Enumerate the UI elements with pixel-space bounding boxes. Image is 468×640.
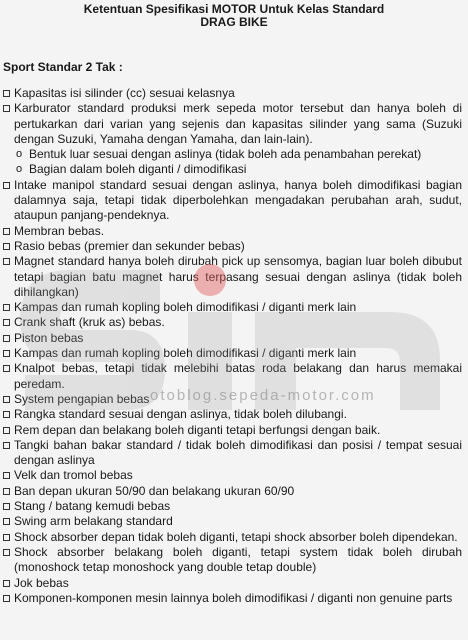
watermark-url: otoblog.sepeda-motor.com (150, 387, 376, 404)
checkbox-bullet-icon (3, 488, 10, 495)
checkbox-bullet-icon (3, 595, 10, 602)
list-item-text: Kampas dan rumah kopling boleh dimodifikasi / diganti merk lain (14, 300, 357, 315)
list-item-text: Shock absorber belakang boleh diganti, tetapi system tidak boleh dirubah (monoshock tetap monoshock yang double tetap double) (14, 544, 462, 575)
list-item-text: Komponen-komponen mesin lainnya boleh dimodifikasi / diganti non genuine parts (14, 590, 453, 605)
list-item (0, 86, 468, 101)
list-item (0, 361, 468, 392)
list-item-text: Jok bebas (14, 575, 69, 590)
list-item-text: Piston bebas (14, 330, 84, 345)
checkbox-bullet-icon (3, 427, 10, 434)
list-item (0, 468, 468, 483)
circle-bullet-icon: o (16, 163, 23, 176)
checkbox-bullet-icon (3, 365, 10, 372)
list-item (0, 407, 468, 422)
list-item (0, 224, 468, 239)
list-item (0, 101, 468, 147)
checkbox-bullet-icon (3, 396, 10, 403)
list-item (0, 545, 468, 576)
list-item-text: Shock absorber depan tidak boleh diganti, tetapi shock absorber boleh dipendekan. (14, 529, 458, 544)
list-item-text: Kampas dan rumah kopling boleh dimodifikasi / diganti merk lain (14, 346, 357, 361)
rules-list (0, 86, 468, 606)
checkbox-bullet-icon (3, 442, 10, 449)
list-item-text: Rangka standard sesuai dengan aslinya, tidak boleh dilubangi. (14, 407, 347, 422)
sub-list-item (0, 147, 468, 162)
checkbox-bullet-icon (3, 335, 10, 342)
list-item (0, 254, 468, 300)
list-item-text: Crank shaft (kruk as) bebas. (14, 315, 165, 330)
list-item (0, 591, 468, 606)
list-item-text: Magnet standard hanya boleh dirubah pick up sensomya, bagian luar boleh dibubut tetapi bagian batu magnet harus terpasang sesuai dengan aslinya (tidak boleh dihilangkan) (14, 254, 462, 299)
checkbox-bullet-icon (3, 258, 10, 265)
list-item (0, 331, 468, 346)
checkbox-bullet-icon (3, 319, 10, 326)
list-item (0, 178, 468, 224)
checkbox-bullet-icon (3, 304, 10, 311)
list-item (0, 514, 468, 529)
list-item-text: Intake manipol standard sesuai dengan aslinya, hanya boleh dimodifikasi bagian dalamnya saja, tetapi tidak diperbolehkan mengadakan perubahan arah, sudut, ataupun panjang-pendeknya. (14, 177, 462, 223)
list-item-text: Knalpot bebas, tetapi tidak melebihi batas roda belakang dan harus memakai peredam. (14, 361, 462, 391)
sub-list-item (0, 162, 468, 177)
list-item-text: Rasio bebas (premier dan sekunder bebas) (14, 238, 245, 253)
list-item-text: Bentuk luar sesuai dengan aslinya (tidak boleh ada penambahan perekat) (29, 147, 422, 162)
list-item (0, 392, 468, 407)
list-item-text: System pengapian bebas (14, 391, 150, 406)
circle-bullet-icon: o (16, 148, 23, 161)
checkbox-bullet-icon (3, 518, 10, 525)
list-item-text: Tangki bahan bakar standard / tidak boleh dimodifikasi dan posisi / tempat sesuai dengan aslinya (14, 437, 462, 468)
list-item-text: Karburator standard produksi merk sepeda motor tersebut dan hanya boleh di pertukarkan dari varian yang sejenis dan kapasitas silinder yang sama (Suzuki dengan Suzuki, Yamaha dengan Yamaha, dan lain-lain). (14, 101, 462, 146)
list-item-text: Velk dan tromol bebas (14, 468, 133, 483)
document-subtitle: DRAG BIKE (200, 15, 268, 29)
list-item (0, 576, 468, 591)
list-item (0, 438, 468, 469)
checkbox-bullet-icon (3, 350, 10, 357)
list-item-text: Swing arm belakang standard (14, 514, 173, 529)
list-item (0, 530, 468, 545)
list-item-text: Membran bebas. (14, 223, 105, 238)
checkbox-bullet-icon (3, 534, 10, 541)
list-item (0, 346, 468, 361)
list-item (0, 499, 468, 514)
list-item-text: Ban depan ukuran 50/90 dan belakang ukuran 60/90 (14, 483, 295, 498)
checkbox-bullet-icon (3, 90, 10, 97)
list-item (0, 484, 468, 499)
list-item-text: Kapasitas isi silinder (cc) sesuai kelasnya (14, 86, 235, 100)
list-item-text: Stang / batang kemudi bebas (14, 499, 171, 514)
checkbox-bullet-icon (3, 228, 10, 235)
list-item-text: Bagian dalam boleh diganti / dimodifikasi (29, 162, 247, 177)
checkbox-bullet-icon (3, 549, 10, 556)
checkbox-bullet-icon (3, 182, 10, 189)
checkbox-bullet-icon (3, 503, 10, 510)
checkbox-bullet-icon (3, 472, 10, 479)
list-item (0, 423, 468, 438)
list-item (0, 300, 468, 315)
list-item (0, 239, 468, 254)
document-header (0, 3, 468, 29)
checkbox-bullet-icon (3, 243, 10, 250)
list-item-text: Rem depan dan belakang boleh diganti tetapi berfungsi dengan baik. (14, 422, 381, 437)
section-heading: Sport Standar 2 Tak : (3, 60, 123, 74)
checkbox-bullet-icon (3, 411, 10, 418)
checkbox-bullet-icon (3, 105, 10, 112)
checkbox-bullet-icon (3, 580, 10, 587)
list-item (0, 315, 468, 330)
document-title: Ketentuan Spesifikasi MOTOR Untuk Kelas Standard (83, 2, 385, 16)
